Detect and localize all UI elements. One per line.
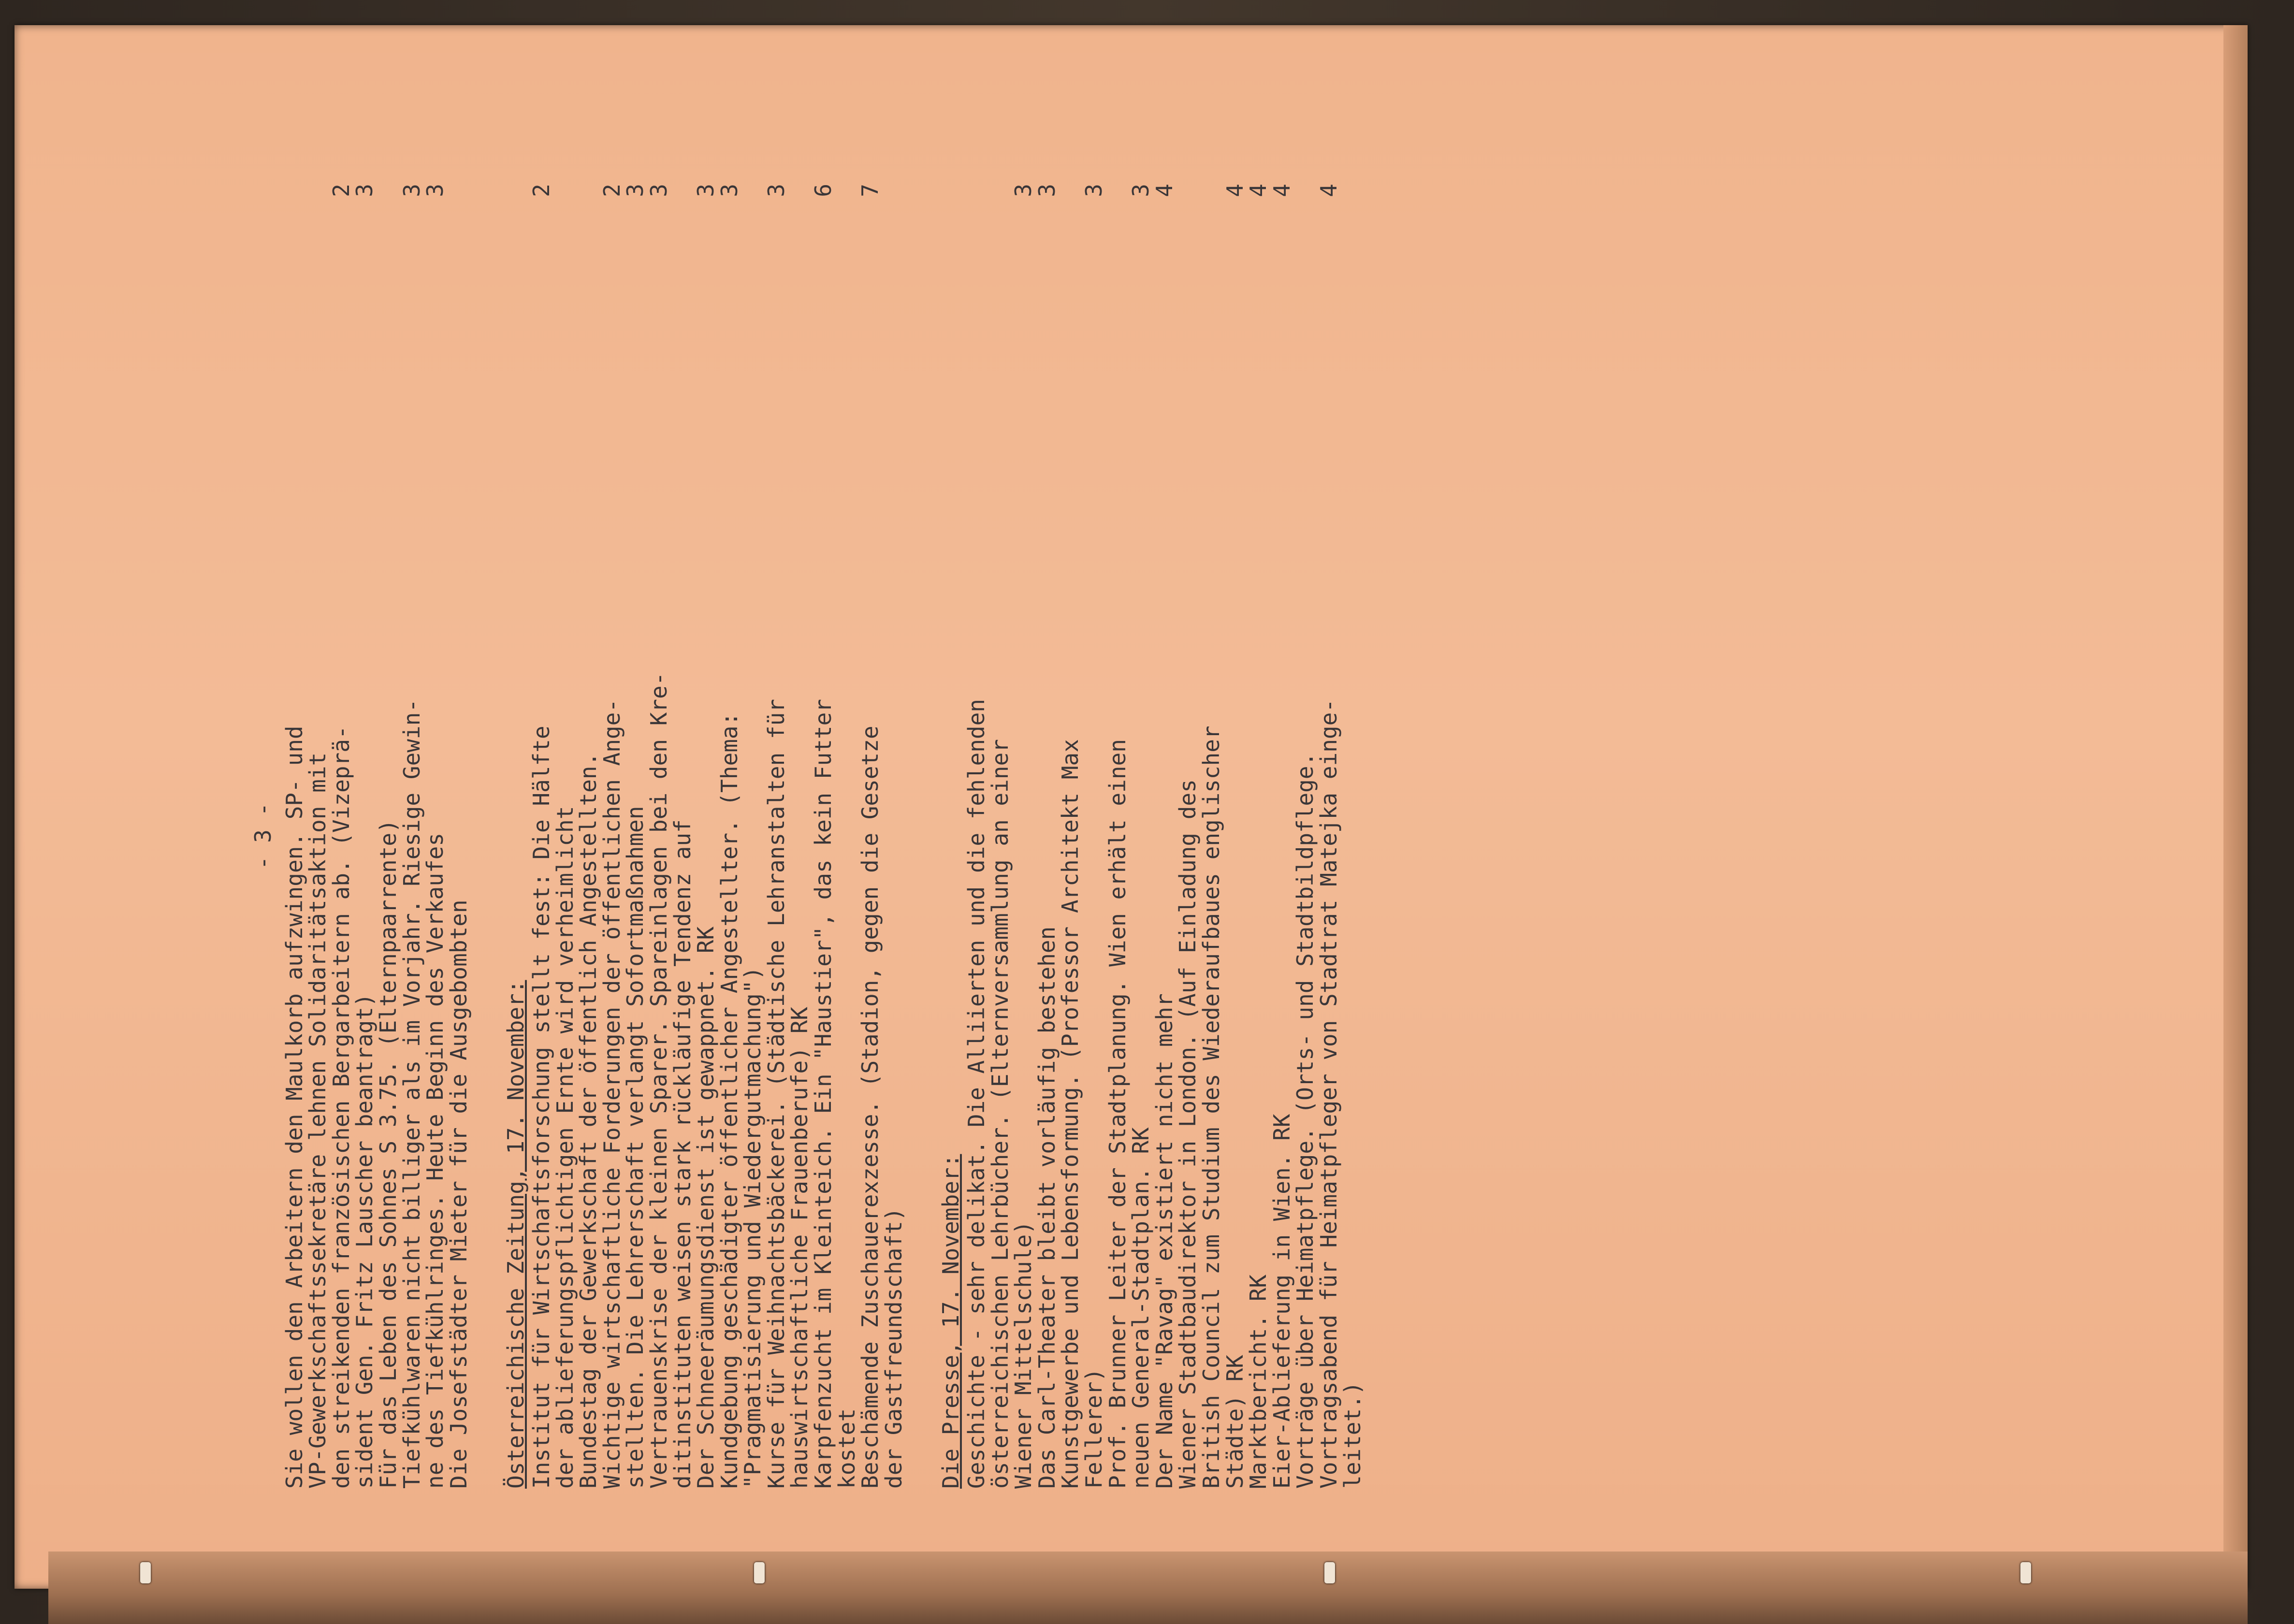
line-text: Die Josefstädter Mieter für die Ausgebombten [445,899,472,1489]
text-line [330,184,353,1489]
line-text: österreichischen Lehrbücher. (Elternversammlung an einer [987,739,1013,1489]
text-line [553,184,577,1489]
text-line [718,184,741,1489]
page-reference-number [1059,184,1082,237]
line-text: hauswirtschaftliche Frauenberufe) RK [786,1007,813,1489]
text-line [447,184,471,1489]
line-text: Vertrauenskrise der kleinen Sparer. Spareinlagen bei den Kre- [645,672,672,1489]
text-line [530,184,553,1489]
page-reference-number: 4 [1245,184,1272,197]
typed-text-block [251,184,1798,1489]
line-text: neuen General-Stadtplan. RK [1128,1127,1154,1489]
page-reference-number: 4 [1268,184,1295,197]
page-reference-number [553,184,577,237]
line-text: Wiener Stadtbaudirektor in London. (Auf Einladung des [1175,779,1201,1489]
text-line [353,184,377,1489]
text-line [835,184,859,1489]
line-text: British Council zum Studium des Wiederaufbaues englischer [1198,725,1224,1489]
text-line [423,184,447,1489]
page-reference-number [835,184,859,237]
page-reference-number: 4 [1151,184,1177,197]
text-line [647,184,671,1489]
text-line [741,184,765,1489]
text-line [600,184,624,1489]
binding-staple [2020,1562,2031,1583]
page-reference-number: 4 [1221,184,1248,197]
page-reference-number [988,184,1012,237]
text-line [765,184,788,1489]
source-heading: Die Presse, 17. November: [938,1154,964,1489]
text-line [1247,184,1270,1489]
line-text: Bundestag der Gewerkschaft der öffentlich Angestellten. [575,752,602,1489]
text-line [283,184,306,1489]
page-reference-number: 3 [1033,184,1060,197]
line-text: Prof. Brunner Leiter der Stadtplanung. Wien erhält einen [1104,739,1131,1489]
page-reference-number [577,184,600,237]
text-line [1082,184,1106,1489]
line-text: Wiener Mittelschule) [1010,1221,1037,1489]
page-edge [2223,25,2248,1589]
text-line [1270,184,1294,1489]
text-line [812,184,835,1489]
text-line [671,184,695,1489]
text-line [1012,184,1035,1489]
text-line [624,184,647,1489]
page-reference-number [1106,184,1130,237]
page-reference-number: 3 [693,184,719,197]
page-reference-number [788,184,812,237]
line-text: leitet.) [1339,1381,1365,1489]
page-reference-number [741,184,765,237]
text-line [400,184,424,1489]
page-reference-number: 2 [528,184,554,197]
line-text: Beschämende Zuschauerexzesse. (Stadion, gegen die Gesetze [857,725,884,1489]
page-reference-number [1341,184,1365,237]
line-text: Das Carl-Theater bleibt vorläufig bestehen [1033,926,1060,1489]
line-text: der ablieferungspflichtigen Ernte wird verheimlicht [552,806,578,1489]
line-text: sident Gen. Fritz Lauscher beantragt) [351,993,378,1489]
line-text: Kunstgewerbe und Lebensformung. (Professor Architekt Max [1057,739,1084,1489]
text-line [1341,184,1365,1489]
page-reference-number: 3 [1010,184,1037,197]
page-reference-number [1176,184,1200,237]
binding-staple [140,1562,151,1583]
line-text: Kurse für Weihnachtsbäckerei. (Städtische Lehranstalten für [763,699,789,1489]
line-text: Vortragsabend für Heimatpfleger von Stadtrat Matejka einge- [1315,699,1342,1489]
news-block [939,184,1364,1489]
page-reference-number: 3 [422,184,449,197]
line-text: Eier-Ablieferung in Wien. RK [1268,1114,1295,1489]
page-reference-number [283,184,306,237]
page-reference-number: 2 [598,184,625,197]
text-line [306,184,330,1489]
page-reference-number [965,184,988,237]
page-reference-number: 2 [328,184,354,197]
page-reference-number: 3 [398,184,425,197]
line-text: Kundgebung geschädigter öffentlicher Angestellter. (Thema: [716,712,742,1489]
text-line [1153,184,1176,1489]
text-line [694,184,718,1489]
line-text: "Pragmatisierung und Wiedergutmachung") [740,966,766,1489]
page-number: - 3 - [250,802,276,870]
page-reference-number [447,184,471,237]
text-line [1106,184,1130,1489]
page-reference-number: 4 [1315,184,1342,197]
news-block [283,184,471,1489]
line-text: Fellerer) [1081,1368,1107,1489]
line-text: ne des Tiefkühlringes. Heute Beginn des Verkaufes [422,832,449,1489]
page-reference-number [671,184,695,237]
line-text: VP-Gewerkschaftssekretäre lehnen Solidaritätsaktion mit [305,752,331,1489]
page-reference-number: 3 [1128,184,1154,197]
binding-staple [754,1562,765,1583]
line-text: ditinstituten weisen stark rückläufige Tendenz auf [669,819,696,1489]
line-text: stellten. Die Lehrerschaft verlangt Sofortmaßnahmen [622,806,649,1489]
line-text: den streikenden französischen Bergarbeitern ab. (Vizeprä- [328,725,354,1489]
text-line [858,184,882,1489]
source-heading: Österreichische Zeitung, 17. November: [503,980,529,1489]
page-reference-number: 7 [857,184,884,197]
line-text: kostet [833,1408,860,1489]
text-line [882,184,906,1489]
page-reference-number: 3 [351,184,378,197]
page-reference-number [882,184,906,237]
line-text: Tiefkühlwaren nicht billiger als im Vorjahr. Riesige Gewin- [398,699,425,1489]
line-text: Sie wollen den Arbeitern den Maulkorb aufzwingen. SP- und [281,725,307,1489]
line-text: Wichtige wirtschaftliche Forderungen der öffentlichen Ange- [598,699,625,1489]
text-line [377,184,400,1489]
text-line [1059,184,1082,1489]
text-line [1293,184,1317,1489]
page-reference-number [1200,184,1223,237]
news-block [504,184,905,1489]
text-line [788,184,812,1489]
binding-strip [48,1552,2248,1624]
page-reference-number [377,184,400,237]
page-reference-number [1293,184,1317,237]
text-line [577,184,600,1489]
page-reference-number [306,184,330,237]
text-line [1035,184,1059,1489]
line-text: Der Schneeräumungsdienst ist gewappnet. RK [693,926,719,1489]
page-reference-number: 6 [810,184,837,197]
binding-staple [1324,1562,1335,1583]
line-text: Der Name "Ravag" existiert nicht mehr [1151,993,1177,1489]
text-line [1176,184,1200,1489]
line-text: Vorträge über Heimatpflege. (Orts- und Stadtbildpflege. [1292,752,1319,1489]
line-text: Städte) RK [1221,1355,1248,1489]
text-line [965,184,988,1489]
line-text: Marktbericht. RK [1245,1274,1272,1489]
page-reference-number: 3 [622,184,649,197]
line-text: Für das Leben des Sohnes S 3.75. (Elternpaarrente) [375,819,401,1489]
text-line [1129,184,1153,1489]
text-line [1317,184,1341,1489]
line-text: der Gastfreundschaft) [880,1207,907,1489]
page-reference-number: 3 [763,184,789,197]
text-line [1223,184,1247,1489]
page-reference-number: 3 [1081,184,1107,197]
line-text: Institut für Wirtschaftsforschung stellt fest: Die Hälfte [528,725,554,1489]
line-text: Karpfenzucht im Kleinteich. Ein "Haustier", das kein Futter [810,699,837,1489]
text-line [1200,184,1223,1489]
page-reference-number: 3 [716,184,742,197]
text-line [988,184,1012,1489]
page-reference-number: 3 [645,184,672,197]
line-text: Geschichte - sehr delikat. Die Alliierten und die fehlenden [963,699,990,1489]
